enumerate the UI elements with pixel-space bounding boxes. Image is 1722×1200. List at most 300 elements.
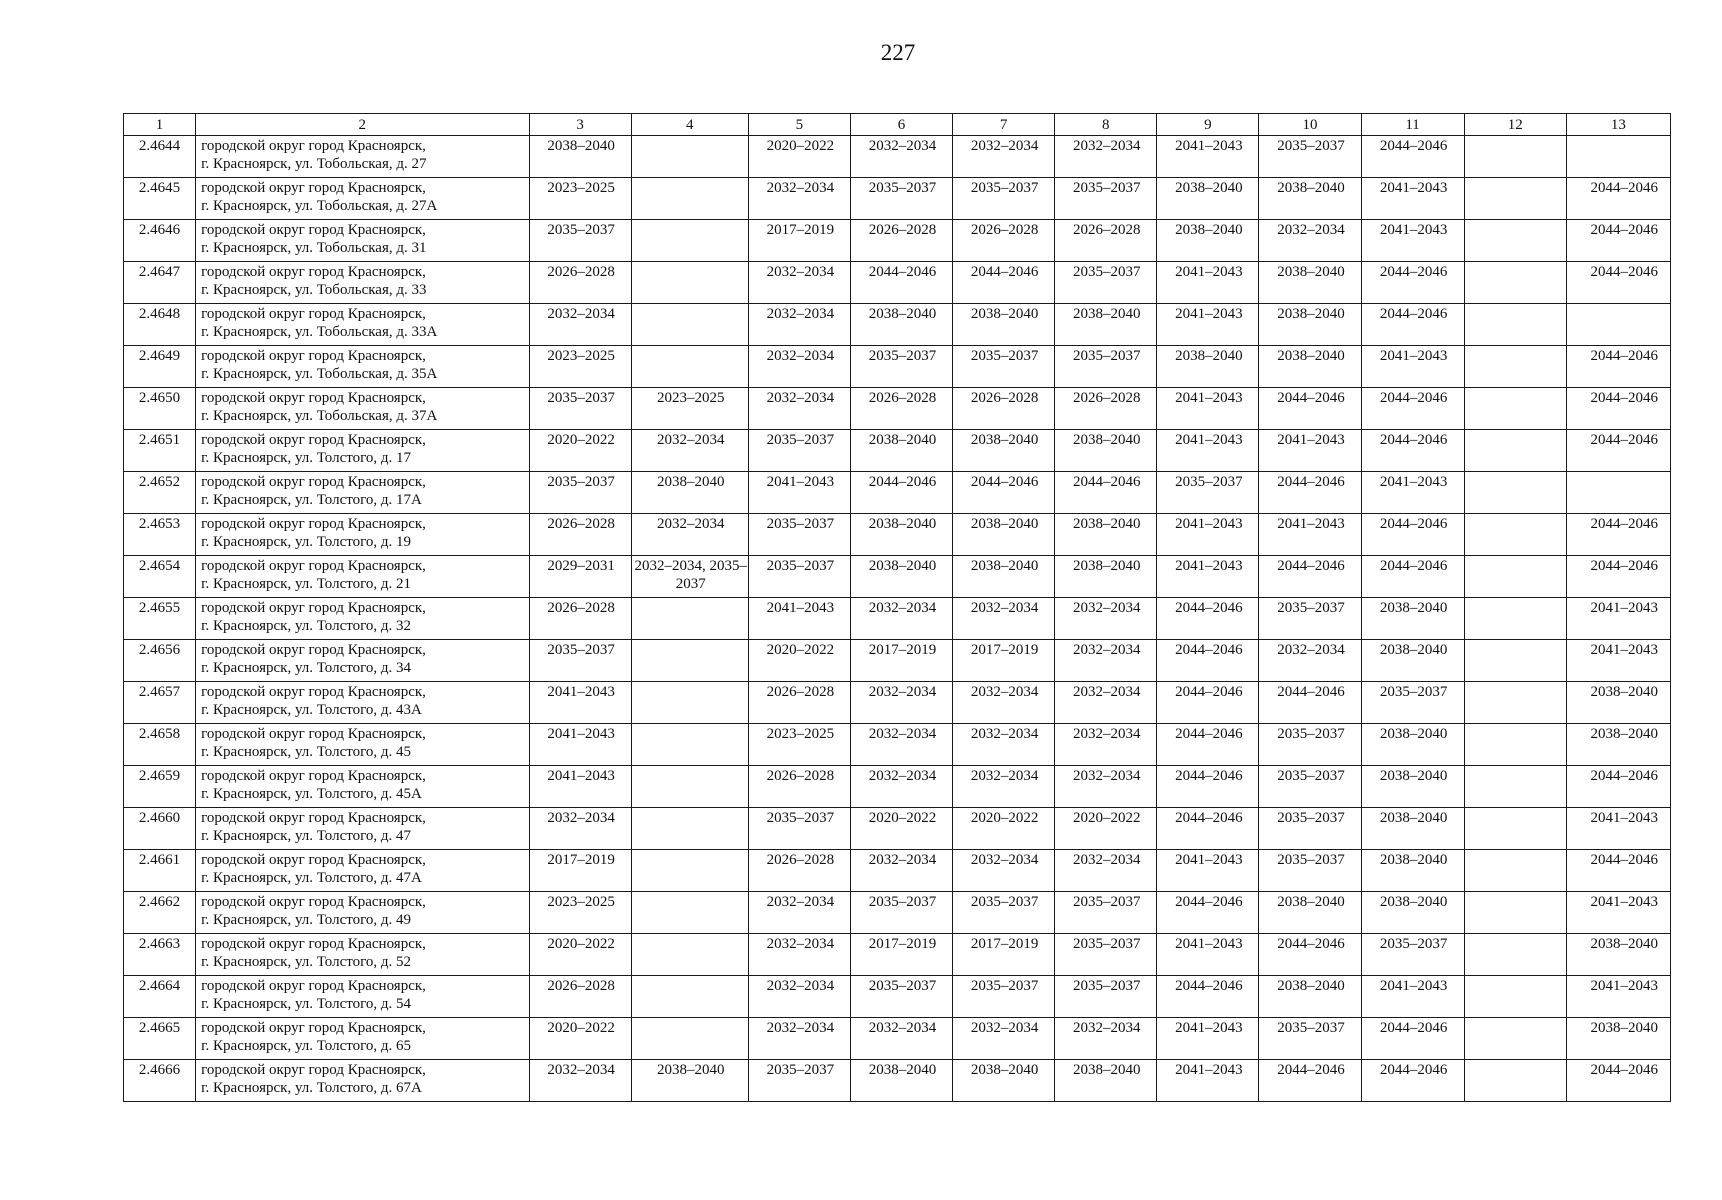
year-range-cell: 2032–2034 [1055, 766, 1157, 808]
year-range-cell: 2041–2043 [1566, 892, 1670, 934]
year-range-cell: 2035–2037 [1361, 682, 1464, 724]
column-header: 13 [1566, 114, 1670, 136]
year-range-cell: 2044–2046 [1055, 472, 1157, 514]
row-code-cell: 2.4649 [124, 346, 196, 388]
table-row [124, 766, 1671, 808]
year-range-cell: 2032–2034 [953, 682, 1055, 724]
address-line-2: г. Красноярск, ул. Толстого, д. 52 [201, 954, 412, 970]
row-code-cell: 2.4660 [124, 808, 196, 850]
address-line-2: г. Красноярск, ул. Тобольская, д. 35А [201, 366, 438, 382]
year-range-cell: 2041–2043 [1157, 514, 1259, 556]
row-code-cell: 2.4659 [124, 766, 196, 808]
year-range-cell: 2035–2037 [850, 976, 952, 1018]
year-range-cell: 2017–2019 [953, 934, 1055, 976]
year-range-cell: 2038–2040 [631, 472, 748, 514]
year-range-cell [1464, 388, 1566, 430]
year-range-cell: 2041–2043 [1566, 808, 1670, 850]
year-range-cell: 2032–2034 [631, 514, 748, 556]
row-code-cell: 2.4663 [124, 934, 196, 976]
address-cell [196, 346, 529, 388]
year-range-cell: 2041–2043 [1361, 346, 1464, 388]
year-range-cell: 2044–2046 [1259, 556, 1361, 598]
address-cell [196, 388, 529, 430]
year-range-cell: 2041–2043 [1157, 1018, 1259, 1060]
table-row [124, 934, 1671, 976]
table-row [124, 1018, 1671, 1060]
year-range-cell: 2035–2037 [1055, 178, 1157, 220]
year-range-cell: 2041–2043 [1566, 976, 1670, 1018]
year-range-cell: 2044–2046 [1361, 304, 1464, 346]
year-range-cell: 2038–2040 [953, 304, 1055, 346]
address-line-1: городской округ город Красноярск, [201, 894, 426, 910]
address-line-2: г. Красноярск, ул. Толстого, д. 43А [201, 702, 422, 718]
year-range-cell: 2032–2034 [631, 430, 748, 472]
address-line-1: городской округ город Красноярск, [201, 1020, 426, 1036]
year-range-cell: 2032–2034 [748, 346, 850, 388]
year-range-cell: 2035–2037 [1259, 766, 1361, 808]
year-range-cell [1464, 472, 1566, 514]
year-range-cell [1566, 472, 1670, 514]
year-range-cell: 2023–2025 [529, 178, 631, 220]
year-range-cell: 2044–2046 [1361, 136, 1464, 178]
year-range-cell: 2035–2037 [1055, 976, 1157, 1018]
year-range-cell: 2032–2034 [953, 850, 1055, 892]
year-range-cell: 2026–2028 [529, 598, 631, 640]
year-range-cell: 2044–2046 [1157, 766, 1259, 808]
year-range-cell [1464, 682, 1566, 724]
year-range-cell: 2020–2022 [953, 808, 1055, 850]
address-cell [196, 724, 529, 766]
year-range-cell: 2035–2037 [1259, 1018, 1361, 1060]
year-range-cell: 2041–2043 [1566, 640, 1670, 682]
year-range-cell [631, 1018, 748, 1060]
year-range-cell: 2032–2034 [748, 262, 850, 304]
year-range-cell: 2032–2034 [953, 1018, 1055, 1060]
year-range-cell [631, 304, 748, 346]
address-cell [196, 136, 529, 178]
address-cell [196, 1060, 529, 1102]
year-range-cell: 2026–2028 [850, 220, 952, 262]
address-cell [196, 514, 529, 556]
year-range-cell [631, 220, 748, 262]
year-range-cell: 2026–2028 [850, 388, 952, 430]
year-range-cell: 2032–2034 [748, 1018, 850, 1060]
address-line-1: городской округ город Красноярск, [201, 474, 426, 490]
address-line-2: г. Красноярск, ул. Толстого, д. 19 [201, 534, 412, 550]
year-range-cell [1566, 304, 1670, 346]
table-body [124, 136, 1671, 1102]
year-range-cell: 2032–2034 [1055, 1018, 1157, 1060]
address-line-1: городской округ город Красноярск, [201, 978, 426, 994]
year-range-cell: 2035–2037 [953, 976, 1055, 1018]
year-range-cell: 2020–2022 [748, 136, 850, 178]
table-row [124, 346, 1671, 388]
year-range-cell: 2038–2040 [1259, 178, 1361, 220]
year-range-cell: 2044–2046 [1361, 430, 1464, 472]
year-range-cell: 2035–2037 [748, 1060, 850, 1102]
year-range-cell: 2035–2037 [529, 220, 631, 262]
year-range-cell: 2035–2037 [850, 346, 952, 388]
year-range-cell: 2044–2046 [1157, 598, 1259, 640]
table-row [124, 850, 1671, 892]
address-line-2: г. Красноярск, ул. Толстого, д. 17А [201, 492, 422, 508]
table-row [124, 262, 1671, 304]
year-range-cell [631, 766, 748, 808]
year-range-cell: 2038–2040 [953, 430, 1055, 472]
year-range-cell: 2041–2043 [1361, 220, 1464, 262]
address-cell [196, 640, 529, 682]
year-range-cell: 2035–2037 [1259, 724, 1361, 766]
year-range-cell: 2038–2040 [1361, 724, 1464, 766]
year-range-cell: 2041–2043 [1157, 934, 1259, 976]
year-range-cell: 2044–2046 [1361, 1018, 1464, 1060]
year-range-cell: 2038–2040 [953, 514, 1055, 556]
year-range-cell: 2032–2034 [529, 1060, 631, 1102]
year-range-cell: 2026–2028 [1055, 388, 1157, 430]
year-range-cell: 2044–2046 [1566, 556, 1670, 598]
row-code-cell: 2.4665 [124, 1018, 196, 1060]
year-range-cell: 2044–2046 [1566, 850, 1670, 892]
year-range-cell: 2038–2040 [529, 136, 631, 178]
year-range-cell: 2044–2046 [850, 262, 952, 304]
row-code-cell: 2.4652 [124, 472, 196, 514]
table-row [124, 178, 1671, 220]
year-range-cell: 2035–2037 [1055, 892, 1157, 934]
year-range-cell: 2035–2037 [850, 892, 952, 934]
row-code-cell: 2.4657 [124, 682, 196, 724]
year-range-cell: 2035–2037 [1259, 808, 1361, 850]
year-range-cell: 2041–2043 [1157, 850, 1259, 892]
column-header: 9 [1157, 114, 1259, 136]
address-line-2: г. Красноярск, ул. Толстого, д. 54 [201, 996, 412, 1012]
address-line-2: г. Красноярск, ул. Тобольская, д. 33А [201, 324, 438, 340]
year-range-cell: 2044–2046 [1157, 724, 1259, 766]
year-range-cell: 2038–2040 [850, 430, 952, 472]
table-row [124, 556, 1671, 598]
year-range-cell [1464, 976, 1566, 1018]
year-range-cell: 2044–2046 [1157, 892, 1259, 934]
year-range-cell: 2041–2043 [1157, 556, 1259, 598]
year-range-cell: 2044–2046 [1259, 472, 1361, 514]
year-range-cell: 2029–2031 [529, 556, 631, 598]
year-range-cell: 2026–2028 [529, 976, 631, 1018]
year-range-cell [631, 136, 748, 178]
year-range-cell: 2035–2037 [953, 178, 1055, 220]
address-line-2: г. Красноярск, ул. Толстого, д. 45А [201, 786, 422, 802]
row-code-cell: 2.4647 [124, 262, 196, 304]
address-cell [196, 556, 529, 598]
year-range-cell: 2032–2034 [953, 724, 1055, 766]
year-range-cell: 2041–2043 [1157, 1060, 1259, 1102]
year-range-cell: 2044–2046 [1566, 262, 1670, 304]
row-code-cell: 2.4661 [124, 850, 196, 892]
year-range-cell: 2041–2043 [1259, 514, 1361, 556]
address-line-2: г. Красноярск, ул. Толстого, д. 45 [201, 744, 412, 760]
year-range-cell: 2038–2040 [1361, 808, 1464, 850]
year-range-cell: 2038–2040 [1361, 640, 1464, 682]
year-range-cell [1464, 892, 1566, 934]
year-range-cell: 2032–2034 [850, 724, 952, 766]
year-range-cell: 2038–2040 [1566, 682, 1670, 724]
row-code-cell: 2.4646 [124, 220, 196, 262]
year-range-cell: 2032–2034 [850, 1018, 952, 1060]
year-range-cell [1464, 640, 1566, 682]
year-range-cell: 2023–2025 [748, 724, 850, 766]
year-range-cell: 2017–2019 [748, 220, 850, 262]
year-range-cell: 2038–2040 [1157, 220, 1259, 262]
table-row [124, 1060, 1671, 1102]
address-cell [196, 682, 529, 724]
column-header: 3 [529, 114, 631, 136]
year-range-cell: 2038–2040 [1361, 766, 1464, 808]
column-header: 2 [196, 114, 529, 136]
year-range-cell: 2041–2043 [529, 682, 631, 724]
address-line-2: г. Красноярск, ул. Тобольская, д. 37А [201, 408, 438, 424]
year-range-cell [1464, 178, 1566, 220]
year-range-cell: 2032–2034 [529, 808, 631, 850]
year-range-cell: 2044–2046 [1157, 808, 1259, 850]
year-range-cell: 2038–2040 [1055, 556, 1157, 598]
address-line-1: городской округ город Красноярск, [201, 222, 426, 238]
year-range-cell: 2032–2034 [748, 178, 850, 220]
address-line-2: г. Красноярск, ул. Тобольская, д. 27 [201, 156, 427, 172]
year-range-cell: 2041–2043 [1157, 262, 1259, 304]
page-number: 227 [880, 40, 916, 65]
address-line-1: городской округ город Красноярск, [201, 432, 426, 448]
year-range-cell: 2032–2034 [1259, 640, 1361, 682]
year-range-cell [631, 808, 748, 850]
address-cell [196, 304, 529, 346]
table-row [124, 598, 1671, 640]
address-cell [196, 766, 529, 808]
year-range-cell: 2038–2040 [1259, 346, 1361, 388]
table-row [124, 220, 1671, 262]
address-line-1: городской округ город Красноярск, [201, 1062, 426, 1078]
year-range-cell [1464, 346, 1566, 388]
year-range-cell: 2032–2034 [1055, 640, 1157, 682]
address-line-1: городской округ город Красноярск, [201, 516, 426, 532]
year-range-cell: 2044–2046 [1157, 640, 1259, 682]
year-range-cell: 2038–2040 [1157, 346, 1259, 388]
year-range-cell: 2035–2037 [748, 514, 850, 556]
address-line-2: г. Красноярск, ул. Толстого, д. 49 [201, 912, 412, 928]
year-range-cell: 2041–2043 [1361, 976, 1464, 1018]
address-cell [196, 430, 529, 472]
year-range-cell: 2032–2034 [1055, 598, 1157, 640]
address-cell [196, 262, 529, 304]
year-range-cell: 2041–2043 [1566, 598, 1670, 640]
row-code-cell: 2.4655 [124, 598, 196, 640]
row-code-cell: 2.4664 [124, 976, 196, 1018]
year-range-cell: 2020–2022 [529, 430, 631, 472]
year-range-cell: 2035–2037 [748, 430, 850, 472]
year-range-cell: 2038–2040 [1566, 1018, 1670, 1060]
year-range-cell: 2035–2037 [1055, 262, 1157, 304]
year-range-cell: 2044–2046 [1566, 1060, 1670, 1102]
year-range-cell [631, 850, 748, 892]
year-range-cell: 2026–2028 [529, 262, 631, 304]
year-range-cell [1464, 850, 1566, 892]
year-range-cell: 2032–2034 [1259, 220, 1361, 262]
address-line-2: г. Красноярск, ул. Тобольская, д. 27А [201, 198, 438, 214]
row-code-cell: 2.4648 [124, 304, 196, 346]
address-cell [196, 892, 529, 934]
year-range-cell: 2041–2043 [1361, 472, 1464, 514]
year-range-cell: 2038–2040 [631, 1060, 748, 1102]
address-line-1: городской округ город Красноярск, [201, 348, 426, 364]
column-header: 10 [1259, 114, 1361, 136]
year-range-cell: 2035–2037 [529, 472, 631, 514]
year-range-cell [1464, 304, 1566, 346]
year-range-cell: 2044–2046 [1361, 262, 1464, 304]
year-range-cell [631, 346, 748, 388]
address-line-1: городской округ город Красноярск, [201, 138, 426, 154]
year-range-cell: 2038–2040 [1259, 304, 1361, 346]
year-range-cell [1464, 220, 1566, 262]
year-range-cell: 2026–2028 [748, 682, 850, 724]
year-range-cell: 2032–2034 [850, 682, 952, 724]
address-line-1: городской округ город Красноярск, [201, 306, 426, 322]
year-range-cell [1464, 598, 1566, 640]
year-range-cell [631, 976, 748, 1018]
column-header: 7 [953, 114, 1055, 136]
year-range-cell [631, 934, 748, 976]
year-range-cell: 2032–2034 [1055, 850, 1157, 892]
year-range-cell: 2038–2040 [1259, 262, 1361, 304]
year-range-cell: 2038–2040 [1055, 1060, 1157, 1102]
year-range-cell [1464, 514, 1566, 556]
year-range-cell: 2035–2037 [529, 388, 631, 430]
address-cell [196, 1018, 529, 1060]
year-range-cell: 2035–2037 [1259, 598, 1361, 640]
year-range-cell: 2032–2034 [850, 766, 952, 808]
address-line-2: г. Красноярск, ул. Толстого, д. 32 [201, 618, 412, 634]
year-range-cell: 2032–2034 [748, 304, 850, 346]
year-range-cell: 2038–2040 [1259, 976, 1361, 1018]
address-line-1: городской округ город Красноярск, [201, 768, 426, 784]
year-range-cell [631, 892, 748, 934]
year-range-cell: 2044–2046 [1157, 682, 1259, 724]
table-row [124, 724, 1671, 766]
column-header: 12 [1464, 114, 1566, 136]
address-cell [196, 976, 529, 1018]
year-range-cell: 2032–2034 [748, 388, 850, 430]
year-range-cell: 2044–2046 [1259, 1060, 1361, 1102]
year-range-cell: 2044–2046 [1566, 388, 1670, 430]
year-range-cell: 2035–2037 [1259, 136, 1361, 178]
year-range-cell [1464, 934, 1566, 976]
year-range-cell: 2017–2019 [953, 640, 1055, 682]
table-row [124, 136, 1671, 178]
address-cell [196, 598, 529, 640]
address-line-1: городской округ город Красноярск, [201, 936, 426, 952]
year-range-cell: 2023–2025 [529, 346, 631, 388]
year-range-cell: 2044–2046 [1361, 1060, 1464, 1102]
year-range-cell: 2032–2034 [1055, 682, 1157, 724]
year-range-cell: 2020–2022 [1055, 808, 1157, 850]
year-range-cell: 2044–2046 [1566, 430, 1670, 472]
year-range-cell: 2041–2043 [529, 724, 631, 766]
address-cell [196, 220, 529, 262]
year-range-cell: 2044–2046 [850, 472, 952, 514]
year-range-cell: 2038–2040 [1157, 178, 1259, 220]
year-range-cell [631, 598, 748, 640]
year-range-cell: 2041–2043 [1259, 430, 1361, 472]
table-row [124, 892, 1671, 934]
year-range-cell: 2044–2046 [953, 472, 1055, 514]
address-cell [196, 808, 529, 850]
year-range-cell: 2038–2040 [1566, 724, 1670, 766]
year-range-cell: 2026–2028 [953, 388, 1055, 430]
table-row [124, 640, 1671, 682]
year-range-cell: 2026–2028 [748, 850, 850, 892]
year-range-cell: 2038–2040 [1055, 304, 1157, 346]
year-range-cell: 2026–2028 [529, 514, 631, 556]
row-code-cell: 2.4645 [124, 178, 196, 220]
year-range-cell: 2035–2037 [1055, 934, 1157, 976]
year-range-cell: 2044–2046 [1361, 514, 1464, 556]
address-line-2: г. Красноярск, ул. Толстого, д. 34 [201, 660, 412, 676]
year-range-cell: 2044–2046 [1259, 682, 1361, 724]
year-range-cell [1464, 1060, 1566, 1102]
year-range-cell: 2038–2040 [953, 556, 1055, 598]
table-row [124, 976, 1671, 1018]
year-range-cell: 2035–2037 [1361, 934, 1464, 976]
year-range-cell: 2020–2022 [748, 640, 850, 682]
year-range-cell: 2032–2034 [953, 598, 1055, 640]
table-row [124, 808, 1671, 850]
year-range-cell: 2035–2037 [529, 640, 631, 682]
year-range-cell [1464, 556, 1566, 598]
year-range-cell: 2017–2019 [529, 850, 631, 892]
year-range-cell [1464, 766, 1566, 808]
year-range-cell [631, 724, 748, 766]
table-row [124, 304, 1671, 346]
year-range-cell: 2044–2046 [1259, 934, 1361, 976]
year-range-cell: 2032–2034 [850, 598, 952, 640]
year-range-cell [1464, 262, 1566, 304]
table-row [124, 682, 1671, 724]
year-range-cell: 2032–2034 [850, 850, 952, 892]
year-range-cell: 2044–2046 [1566, 178, 1670, 220]
year-range-cell: 2035–2037 [1157, 472, 1259, 514]
year-range-cell: 2035–2037 [953, 346, 1055, 388]
year-range-cell: 2032–2034 [850, 136, 952, 178]
year-range-cell: 2038–2040 [850, 1060, 952, 1102]
year-range-cell: 2020–2022 [529, 1018, 631, 1060]
address-line-1: городской округ город Красноярск, [201, 642, 426, 658]
year-range-cell: 2017–2019 [850, 934, 952, 976]
year-range-cell: 2017–2019 [850, 640, 952, 682]
year-range-cell [1464, 808, 1566, 850]
year-range-cell: 2044–2046 [1157, 976, 1259, 1018]
year-range-cell: 2035–2037 [748, 556, 850, 598]
table-row [124, 472, 1671, 514]
year-range-cell: 2035–2037 [953, 892, 1055, 934]
year-range-cell: 2035–2037 [1055, 346, 1157, 388]
address-line-1: городской округ город Красноярск, [201, 558, 426, 574]
column-header: 1 [124, 114, 196, 136]
year-range-cell: 2038–2040 [1361, 850, 1464, 892]
year-range-cell: 2041–2043 [1157, 136, 1259, 178]
year-range-cell: 2032–2034 [1055, 136, 1157, 178]
year-range-cell: 2032–2034 [748, 976, 850, 1018]
year-range-cell: 2026–2028 [1055, 220, 1157, 262]
year-range-cell: 2041–2043 [529, 766, 631, 808]
year-range-cell: 2032–2034 [529, 304, 631, 346]
year-range-cell: 2023–2025 [631, 388, 748, 430]
year-range-cell: 2032–2034 [748, 892, 850, 934]
